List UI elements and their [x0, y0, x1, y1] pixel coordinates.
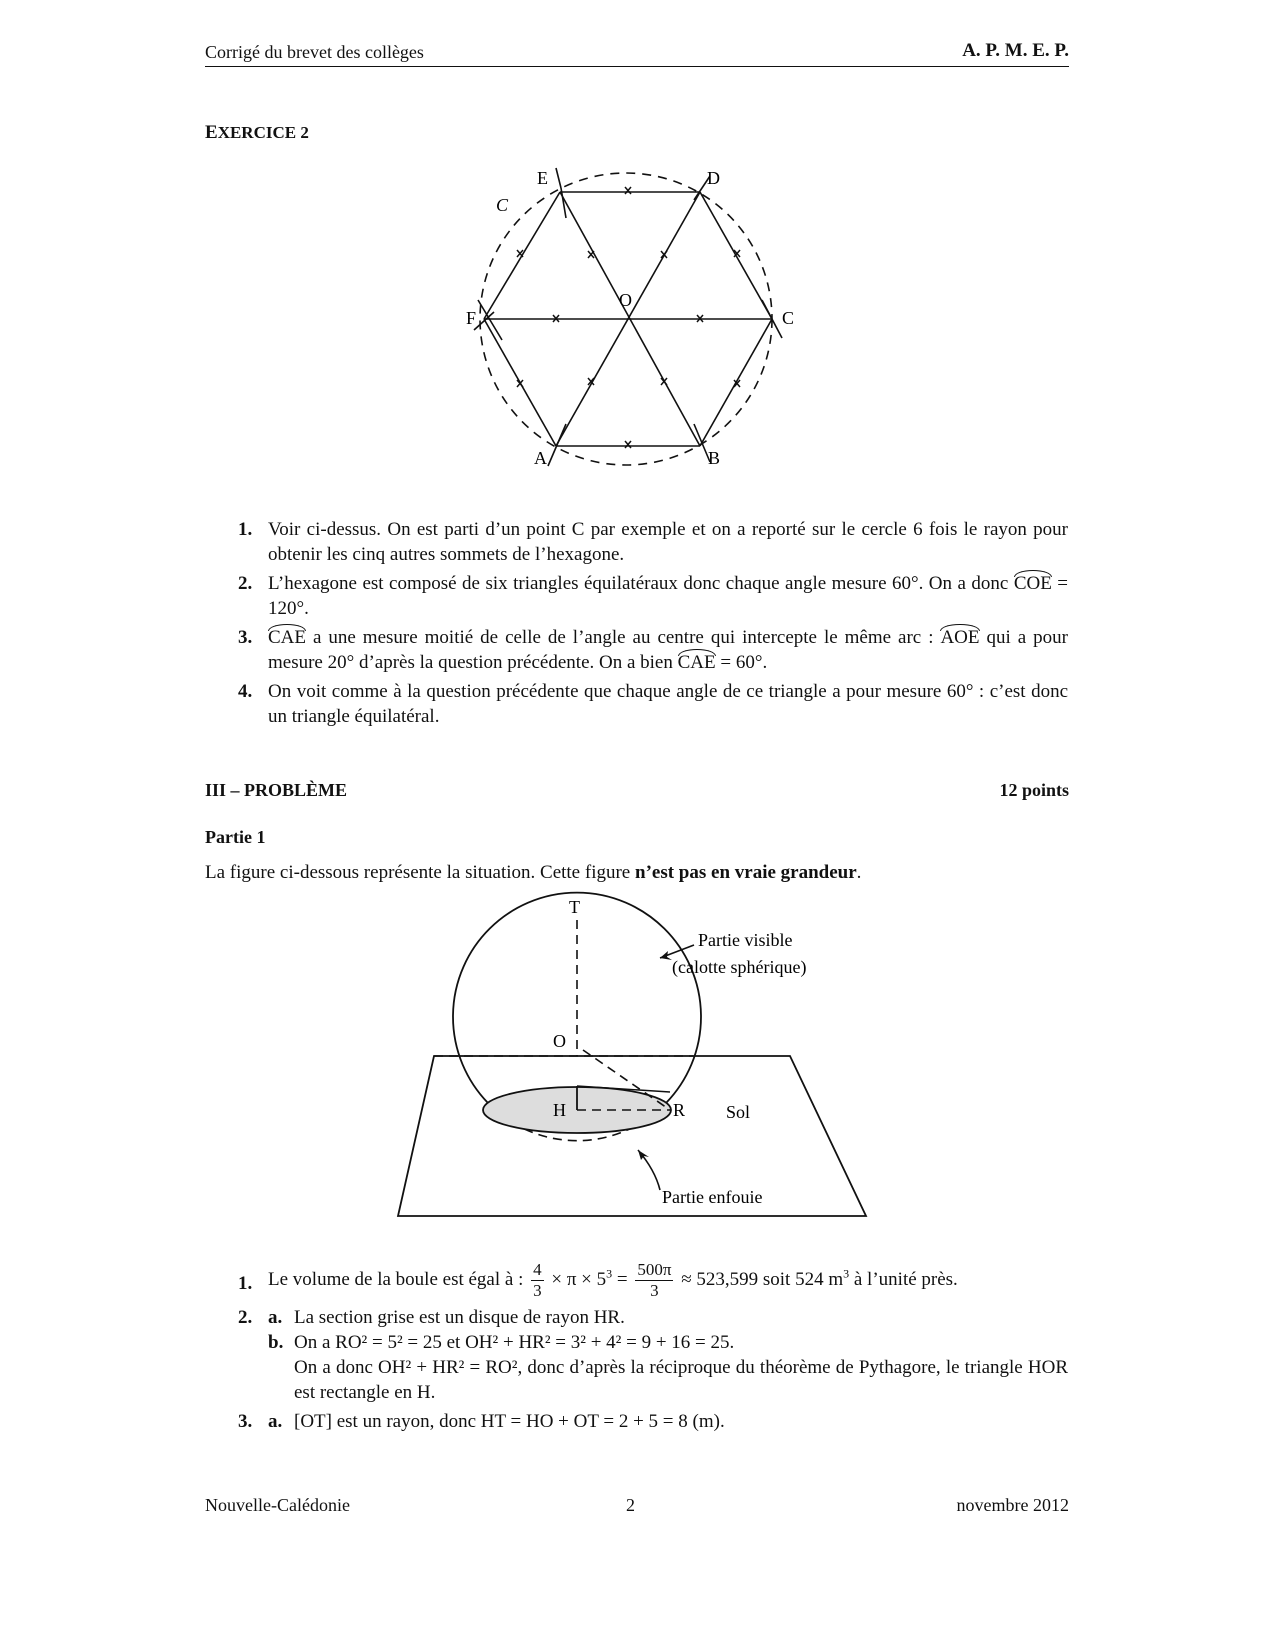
point-label-c: C	[782, 308, 795, 328]
footer-region: Nouvelle-Calédonie	[205, 1495, 350, 1515]
visible-part-sublabel: (calotte sphérique)	[672, 957, 807, 977]
point-label-e: E	[537, 168, 548, 188]
visible-pointer-head	[660, 951, 672, 960]
exercise-answers	[238, 517, 1068, 733]
circle-label: C	[496, 195, 509, 215]
problem-answer-3: 3. a. [OT] est un rayon, donc HT = HO + OT = 2 + 5 = 8 (m).	[238, 1409, 1068, 1434]
hexagon-segments	[484, 192, 772, 446]
visible-part-label: Partie visible	[698, 930, 793, 950]
angle-cae: CAE	[268, 627, 306, 648]
problem-answer-2b: b. On a RO² = 5² = 25 et OH² + HR² = 3² + 4² = 9 + 16 = 25. On a donc OH² + HR² = RO², donc d’après la réciproque du théorème de Pythagore, le triangle HOR est rectangle en H.	[268, 1332, 1068, 1403]
problem-title: III – PROBLÈME	[205, 780, 348, 800]
sphere-figure	[390, 890, 880, 1220]
problem-answer-3a: a. [OT] est un rayon, donc HT = HO + OT = 2 + 5 = 8 (m).	[268, 1411, 725, 1432]
answer-2: 2. L’hexagone est composé de six triangles équilatéraux donc chaque angle mesure 60°. On a donc COE = 120°.	[238, 573, 1068, 619]
point-label-f: F	[466, 308, 477, 328]
hexagon-figure	[440, 160, 800, 480]
answer-4: 4. On voit comme à la question précédente que chaque angle de ce triangle a pour mesure 60° : c’est donc un triangle équilatéral.	[238, 681, 1068, 727]
point-label-d: D	[707, 168, 720, 188]
point-label-h: H	[553, 1100, 566, 1120]
point-label-t: T	[569, 897, 580, 917]
header-title: Corrigé du brevet des collèges	[205, 42, 424, 62]
angle-coe: COE	[1013, 573, 1052, 594]
exercise-title: EXERCICE 2	[205, 122, 309, 143]
problem-answer-1: 1. Le volume de la boule est égal à : $\frac{4}{3}$ × $\pi \times 5^3$ = $\frac{500\pi}{3}$ ≈ 523,599 soit 524 $m^3$ à l’unité près.	[238, 1260, 958, 1300]
answer-3: 3. CAE a une mesure moitié de celle de l’angle au centre qui intercepte le même arc : AOE qui a pour mesure 20° d’après la question précédente. On a bien CAE = 60°.	[238, 627, 1068, 673]
point-label-a: A	[534, 448, 547, 468]
ground-plane	[398, 1056, 866, 1216]
point-label-r: R	[673, 1100, 686, 1120]
problem-answers	[238, 1260, 1068, 1438]
point-label-o2: O	[553, 1031, 566, 1051]
footer-date: novembre 2012	[956, 1495, 1069, 1515]
page-number: 2	[626, 1495, 635, 1515]
angle-cae-2: CAE	[677, 652, 716, 673]
part-title: Partie 1	[205, 827, 266, 847]
header-rule	[205, 66, 1069, 67]
fraction-volume: $\frac{500\pi}{3}$	[637, 1260, 672, 1300]
buried-pointer-head	[638, 1150, 649, 1160]
part-intro: La figure ci-dessous représente la situation. Cette figure n’est pas en vraie grandeur.	[205, 862, 862, 883]
problem-answer-2: 2. a. La section grise est un disque de rayon HR. b. On a RO² = 5² = 25 et OH² + HR² = 3² + 4² = 9 + 16 = 25. On a donc OH² + HR² = RO², donc d’après la réciproque du théorème de Pythagore, le triangle HOR est rectangle en H.	[238, 1307, 1068, 1403]
buried-part-label: Partie enfouie	[662, 1187, 763, 1207]
point-label-o: O	[619, 290, 632, 310]
header-org: A. P. M. E. P.	[962, 40, 1069, 61]
problem-answer-2a: a. La section grise est un disque de rayon HR.	[268, 1307, 625, 1328]
point-label-b: B	[708, 448, 721, 468]
problem-points: 12 points	[999, 780, 1069, 800]
ground-label: Sol	[726, 1102, 751, 1122]
answer-1: 1. Voir ci-dessus. On est parti d’un point C par exemple et on a reporté sur le cercle 6 fois le rayon pour obtenir les cinq autres sommets de l’hexagone.	[238, 519, 1068, 565]
fraction-four-thirds: $\frac{4}{3}$	[533, 1260, 542, 1300]
angle-aoe: AOE	[940, 627, 980, 648]
